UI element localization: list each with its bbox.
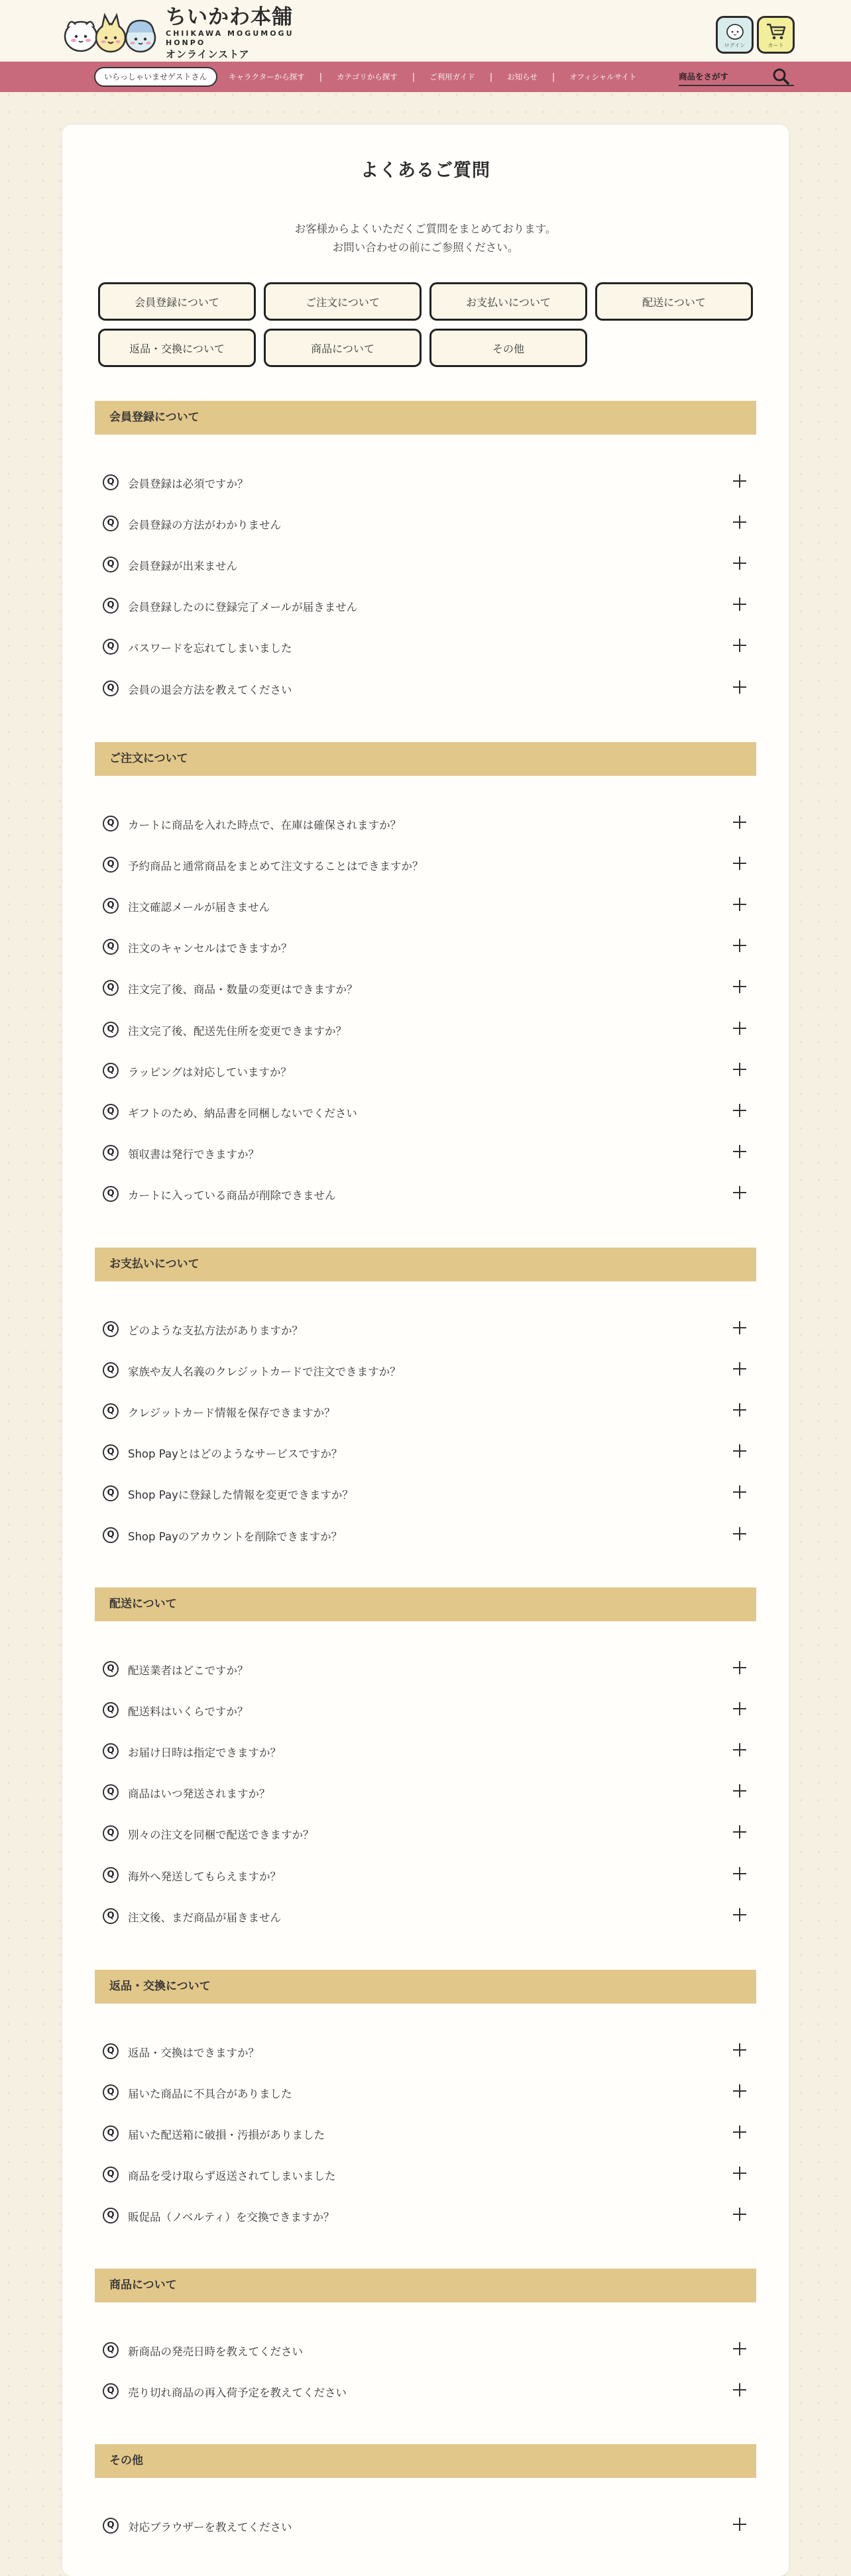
question-badge-icon: Q	[103, 1743, 119, 1759]
intro-line-2: お問い合わせの前にご参照ください。	[332, 241, 519, 254]
expand-plus-icon[interactable]	[733, 515, 748, 529]
faq-item[interactable]	[95, 892, 756, 919]
expand-plus-icon[interactable]	[733, 474, 748, 488]
faq-question: お届け日時は指定できますか？	[128, 1746, 281, 1759]
faq-question: 注文完了後、商品・数量の変更はできますか？	[128, 983, 358, 996]
question-badge-icon: Q	[103, 2208, 119, 2224]
expand-plus-icon[interactable]	[733, 1825, 748, 1839]
expand-plus-icon[interactable]	[733, 1527, 748, 1541]
faq-question: 会員登録は必須ですか？	[128, 478, 249, 490]
faq-item[interactable]	[95, 510, 756, 537]
expand-plus-icon[interactable]	[733, 1701, 748, 1716]
nav-link-news[interactable]: お知らせ	[507, 72, 538, 81]
faq-question: 会員登録の方法がわかりません	[128, 519, 281, 531]
expand-plus-icon[interactable]	[733, 638, 748, 653]
question-badge-icon: Q	[103, 515, 119, 531]
faq-question: 返品・交換はできますか？	[128, 2047, 259, 2059]
category-button-membership[interactable]: 会員登録について	[98, 282, 256, 321]
section-heading-shipping: 配送について	[95, 1587, 756, 1621]
search-input[interactable]	[679, 68, 768, 85]
faq-item[interactable]	[95, 2512, 756, 2539]
faq-question: カートに商品を入れた時点で、在庫は確保されますか？	[128, 819, 402, 832]
faq-item[interactable]	[95, 2202, 756, 2229]
faq-question: 新商品の発売日時を教えてください	[128, 2345, 303, 2358]
cart-icon	[765, 21, 787, 41]
expand-plus-icon[interactable]	[733, 680, 748, 694]
expand-plus-icon[interactable]	[733, 1444, 748, 1458]
expand-plus-icon[interactable]	[733, 2166, 748, 2180]
question-badge-icon: Q	[103, 1186, 119, 1202]
logo-subtitle: CHIIKAWA MOGUMOGU HONPO	[166, 29, 294, 47]
faq-question: 注文確認メールが届きません	[128, 901, 270, 914]
expand-plus-icon[interactable]	[733, 556, 748, 570]
faq-item[interactable]	[95, 1656, 756, 1682]
category-button-other[interactable]: その他	[429, 329, 587, 367]
faq-question: Shop Payとはどのようなサービスですか？	[128, 1448, 343, 1460]
expand-plus-icon[interactable]	[733, 2084, 748, 2098]
faq-question: 注文完了後、配送先住所を変更できますか？	[128, 1025, 347, 1038]
expand-plus-icon[interactable]	[733, 856, 748, 871]
category-button-shipping[interactable]: 配送について	[595, 282, 753, 321]
faq-item[interactable]	[95, 1862, 756, 1888]
question-badge-icon: Q	[103, 1145, 119, 1161]
faq-question: 商品はいつ発送されますか？	[128, 1788, 270, 1800]
faq-question: 別々の注文を同梱で配送できますか？	[128, 1829, 314, 1841]
faq-item[interactable]	[95, 1140, 756, 1166]
faq-question: クレジットカード情報を保存できますか？	[128, 1407, 335, 1419]
faq-question: 届いた配送箱に破損・汚損がありました	[128, 2129, 325, 2141]
cart-label: カート	[767, 42, 784, 48]
expand-plus-icon[interactable]	[733, 1784, 748, 1798]
faq-item[interactable]	[95, 1057, 756, 1084]
question-badge-icon: Q	[103, 857, 119, 873]
faq-question: 海外へ発送してもらえますか？	[128, 1870, 281, 1883]
expand-plus-icon[interactable]	[733, 1021, 748, 1036]
faq-question: 売り切れ商品の再入荷予定を教えてください	[128, 2387, 347, 2399]
search-button[interactable]	[771, 67, 790, 85]
faq-question: Shop Payに登録した情報を変更できますか？	[128, 1489, 353, 1501]
expand-plus-icon[interactable]	[733, 2043, 748, 2057]
faq-item[interactable]	[95, 633, 756, 660]
question-badge-icon: Q	[103, 1784, 119, 1800]
question-badge-icon: Q	[103, 1702, 119, 1718]
question-badge-icon: Q	[103, 1321, 119, 1337]
expand-plus-icon[interactable]	[733, 2517, 748, 2532]
faq-item[interactable]	[95, 1181, 756, 1207]
site-logo[interactable]	[61, 5, 300, 60]
faq-question: 領収書は発行できますか？	[128, 1148, 259, 1161]
faq-item[interactable]	[95, 2120, 756, 2147]
faq-question: 販促品（ノベルティ）を交換できますか？	[128, 2211, 335, 2224]
faq-item[interactable]	[95, 1903, 756, 1929]
question-badge-icon: Q	[103, 1022, 119, 1038]
faq-question: 届いた商品に不具合がありました	[128, 2088, 292, 2100]
expand-plus-icon[interactable]	[733, 1660, 748, 1675]
faq-item[interactable]	[95, 551, 756, 578]
faq-item[interactable]	[95, 592, 756, 619]
faq-question: パスワードを忘れてしまいました	[128, 642, 292, 655]
nav-link-category[interactable]: カテゴリから探す	[337, 72, 398, 81]
expand-plus-icon[interactable]	[733, 2125, 748, 2139]
search-box	[679, 68, 794, 86]
expand-plus-icon[interactable]	[733, 815, 748, 830]
logo-title: ちいかわ本舗	[166, 5, 293, 29]
nav-divider: |	[551, 72, 555, 82]
search-icon	[771, 67, 790, 85]
expand-plus-icon[interactable]	[733, 1062, 748, 1077]
faq-question: 注文のキャンセルはできますか？	[128, 942, 292, 955]
expand-plus-icon[interactable]	[733, 2207, 748, 2222]
faq-item[interactable]	[95, 675, 756, 702]
logo-characters-icon	[61, 10, 160, 56]
login-label: ログイン	[724, 42, 746, 48]
expand-plus-icon[interactable]	[733, 597, 748, 612]
faq-item[interactable]	[95, 851, 756, 878]
question-badge-icon: Q	[103, 2383, 119, 2399]
section-heading-payment: お支払いについて	[95, 1248, 756, 1281]
faq-item[interactable]	[95, 1697, 756, 1723]
faq-item[interactable]	[95, 2079, 756, 2106]
faq-question: 注文後、まだ商品が届きません	[128, 1911, 281, 1924]
faq-question: ギフトのため、納品書を同梱しないでください	[128, 1107, 357, 1120]
faq-item[interactable]	[95, 1398, 756, 1424]
question-badge-icon: Q	[103, 816, 119, 832]
question-badge-icon: Q	[103, 2342, 119, 2358]
question-badge-icon: Q	[103, 680, 119, 696]
question-badge-icon: Q	[103, 1908, 119, 1924]
expand-plus-icon[interactable]	[733, 938, 748, 953]
question-badge-icon: Q	[103, 1527, 119, 1543]
question-badge-icon: Q	[103, 898, 119, 914]
question-badge-icon: Q	[103, 639, 119, 655]
question-badge-icon: Q	[103, 1362, 119, 1378]
faq-item[interactable]	[95, 1099, 756, 1125]
faq-question: 配送業者はどこですか？	[128, 1664, 249, 1677]
section-heading-other: その他	[95, 2444, 756, 2478]
faq-item[interactable]	[95, 1439, 756, 1466]
faq-question: どのような支払方法がありますか？	[128, 1324, 303, 1337]
faq-item[interactable]	[95, 1738, 756, 1764]
faq-item[interactable]	[95, 2038, 756, 2065]
question-badge-icon: Q	[103, 557, 119, 572]
faq-item[interactable]	[95, 934, 756, 960]
question-badge-icon: Q	[103, 2043, 119, 2059]
faq-question: 家族や友人名義のクレジットカードで注文できますか？	[128, 1366, 401, 1378]
user-icon	[724, 21, 746, 41]
expand-plus-icon[interactable]	[733, 1743, 748, 1757]
expand-plus-icon[interactable]	[733, 979, 748, 994]
question-badge-icon: Q	[103, 474, 119, 490]
section-heading-membership: 会員登録について	[95, 401, 756, 435]
nav-link-official[interactable]: オフィシャルサイト	[569, 72, 637, 81]
login-button[interactable]	[716, 16, 754, 54]
nav-link-guide[interactable]: ご利用ガイド	[429, 72, 475, 81]
faq-item[interactable]	[95, 1779, 756, 1805]
question-badge-icon: Q	[103, 980, 119, 996]
expand-plus-icon[interactable]	[733, 897, 748, 912]
expand-plus-icon[interactable]	[733, 1362, 748, 1376]
question-badge-icon: Q	[103, 2125, 119, 2141]
category-button-order[interactable]: ご注文について	[264, 282, 422, 321]
faq-item[interactable]	[95, 1016, 756, 1043]
page-title: よくあるご質問	[361, 160, 490, 181]
faq-item[interactable]	[95, 1316, 756, 1342]
faq-question: 会員登録したのに登録完了メールが届きません	[128, 601, 358, 614]
question-badge-icon: Q	[103, 2518, 119, 2534]
nav-divider: |	[489, 72, 493, 82]
faq-item[interactable]	[95, 2161, 756, 2188]
question-badge-icon: Q	[103, 2167, 119, 2182]
site-header	[0, 0, 851, 62]
question-badge-icon: Q	[103, 1825, 119, 1841]
category-button-payment[interactable]: お支払いについて	[429, 282, 587, 321]
cart-button[interactable]	[757, 16, 795, 54]
question-badge-icon: Q	[103, 598, 119, 614]
section-heading-products: 商品について	[95, 2269, 756, 2302]
expand-plus-icon[interactable]	[733, 2341, 748, 2356]
expand-plus-icon[interactable]	[733, 1103, 748, 1118]
expand-plus-icon[interactable]	[733, 2383, 748, 2397]
welcome-badge: いらっしゃいませゲストさん	[94, 67, 217, 87]
faq-item[interactable]	[95, 1357, 756, 1383]
expand-plus-icon[interactable]	[733, 1866, 748, 1881]
faq-question: 会員登録が出来ません	[128, 560, 237, 572]
intro-text	[0, 220, 851, 257]
expand-plus-icon[interactable]	[733, 1320, 748, 1335]
faq-item[interactable]	[95, 1522, 756, 1548]
faq-item[interactable]	[95, 2378, 756, 2404]
faq-item[interactable]	[95, 469, 756, 496]
expand-plus-icon[interactable]	[733, 1144, 748, 1159]
expand-plus-icon[interactable]	[733, 1485, 748, 1499]
faq-item[interactable]	[95, 975, 756, 1001]
question-badge-icon: Q	[103, 1104, 119, 1120]
faq-question: 会員の退会方法を教えてください	[128, 684, 292, 696]
expand-plus-icon[interactable]	[733, 1403, 748, 1417]
section-heading-order: ご注文について	[95, 742, 756, 776]
faq-question: 対応ブラウザーを教えてください	[128, 2521, 292, 2534]
faq-question: 予約商品と通常商品をまとめて注文することはできますか？	[128, 860, 424, 873]
faq-item[interactable]	[95, 810, 756, 837]
faq-question: 商品を受け取らず返送されてしまいました	[128, 2170, 336, 2182]
question-badge-icon: Q	[103, 939, 119, 955]
category-button-products[interactable]: 商品について	[264, 329, 422, 367]
question-badge-icon: Q	[103, 1485, 119, 1501]
faq-item[interactable]	[95, 1820, 756, 1847]
faq-question: カートに入っている商品が削除できません	[128, 1189, 336, 1202]
expand-plus-icon[interactable]	[733, 1185, 748, 1200]
nav-link-character[interactable]: キャラクターから探す	[229, 72, 305, 81]
nav-bar	[0, 62, 851, 92]
expand-plus-icon[interactable]	[733, 1907, 748, 1922]
question-badge-icon: Q	[103, 1403, 119, 1419]
faq-question: Shop Payのアカウントを削除できますか？	[128, 1530, 343, 1543]
question-badge-icon: Q	[103, 1444, 119, 1460]
intro-line-1: お客様からよくいただくご質問をまとめております。	[294, 223, 557, 235]
faq-question: ラッピングは対応していますか？	[128, 1066, 292, 1079]
faq-item[interactable]	[95, 2337, 756, 2363]
nav-divider: |	[319, 72, 323, 82]
question-badge-icon: Q	[103, 1867, 119, 1883]
nav-divider: |	[412, 72, 416, 82]
question-badge-icon: Q	[103, 1063, 119, 1079]
faq-item[interactable]	[95, 1480, 756, 1507]
nav-links	[229, 62, 636, 92]
faq-question: 配送料はいくらですか？	[128, 1705, 249, 1718]
section-heading-returns: 返品・交換について	[95, 1970, 756, 2004]
question-badge-icon: Q	[103, 1661, 119, 1677]
logo-store-label: オンラインストア	[166, 48, 250, 60]
question-badge-icon: Q	[103, 2084, 119, 2100]
category-button-returns[interactable]: 返品・交換について	[98, 329, 256, 367]
